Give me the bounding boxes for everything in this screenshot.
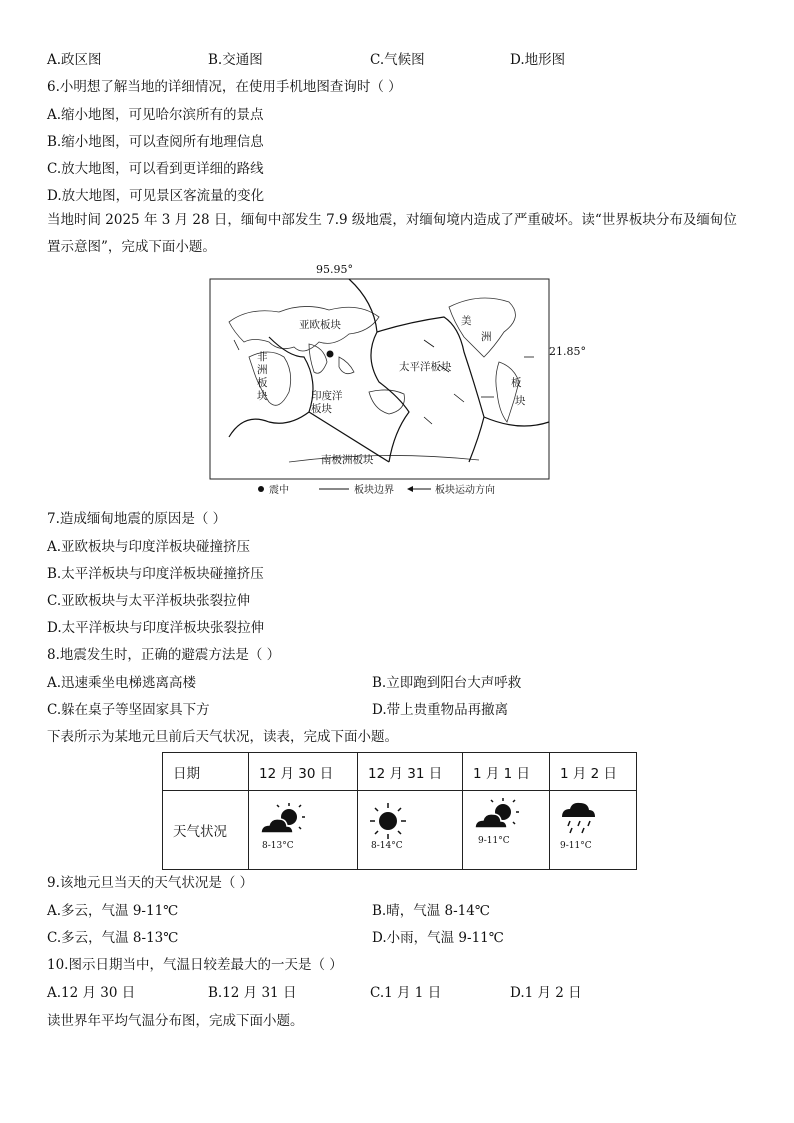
pacific-plate-label: 太平洋板块 — [399, 361, 452, 373]
weather-cell — [550, 791, 636, 869]
q6-option-b: B.缩小地图，可以查阅所有地理信息 — [47, 134, 264, 150]
quake-intro: 当地时间 2025 年 3 月 28 日，缅甸中部发生 7.9 级地震，对缅甸境内造成了严重破坏。读“世界板块分布及缅甸位置示意图”，完成下面小题。 — [47, 212, 737, 255]
q10-option-c: C.1 月 1 日 — [370, 985, 442, 1001]
weather-header: 天气状况 — [163, 791, 249, 870]
antarctic-plate-label: 南极洲板块 — [321, 454, 374, 466]
plate-map — [209, 262, 554, 494]
weather-cell — [249, 791, 357, 869]
q8-option-b: B.立即跑到阳台大声呼救 — [372, 675, 522, 691]
american-plate-label-1: 美 — [461, 315, 472, 327]
map-legend — [258, 483, 495, 494]
temp-label: 8-14°C — [371, 841, 403, 851]
q5-options — [0, 48, 794, 68]
african-plate-label-2: 洲 — [257, 364, 268, 376]
weather-intro: 下表所示为某地元旦前后天气状况，读表，完成下面小题。 — [47, 729, 398, 745]
temp-label: 9-11°C — [478, 836, 510, 846]
q6-option-d: D.放大地图，可见景区客流量的变化 — [47, 188, 265, 204]
q5-option-c: C.气候图 — [370, 52, 425, 68]
weather-table — [162, 752, 637, 870]
q10-options — [0, 981, 794, 1001]
q10-option-b: B.12 月 31 日 — [208, 985, 297, 1001]
q9-option-d: D.小雨，气温 9-11℃ — [372, 930, 504, 946]
q7-option-c: C.亚欧板块与太平洋板块张裂拉伸 — [47, 593, 251, 609]
q7-stem: 7.造成缅甸地震的原因是（ ） — [47, 511, 227, 527]
date-cell: 12 月 30 日 — [249, 753, 358, 791]
weather-cell — [463, 791, 549, 869]
q6-option-a: A.缩小地图，可见哈尔滨所有的景点 — [47, 107, 264, 123]
next-intro: 读世界年平均气温分布图，完成下面小题。 — [47, 1013, 304, 1029]
q5-option-b: B.交通图 — [208, 52, 263, 68]
indian-plate-label-2: 板块 — [311, 403, 332, 415]
q5-option-d: D.地形图 — [510, 52, 566, 68]
q10-option-d: D.1 月 2 日 — [510, 985, 582, 1001]
american-plate-label-2: 洲 — [481, 331, 492, 343]
african-plate-label-4: 块 — [257, 390, 268, 402]
date-cell: 12 月 31 日 — [358, 753, 463, 791]
american-plate-label-4: 块 — [515, 395, 526, 407]
african-plate-label-1: 非 — [257, 351, 268, 363]
rain-icon — [558, 799, 598, 839]
q10-stem: 10.图示日期当中，气温日较差最大的一天是（ ） — [47, 957, 343, 973]
q7-option-d: D.太平洋板块与印度洋板块张裂拉伸 — [47, 620, 265, 636]
map-longitude-label: 95.95° — [316, 263, 353, 276]
american-plate-label-3: 板 — [511, 377, 522, 389]
q8-option-a: A.迅速乘坐电梯逃离高楼 — [47, 675, 197, 691]
q9-stem: 9.该地元旦当天的天气状况是（ ） — [47, 875, 254, 891]
date-cell: 1 月 1 日 — [463, 753, 550, 791]
q5-option-a: A.政区图 — [47, 52, 102, 68]
temp-label: 8-13°C — [262, 841, 294, 851]
legend-epicenter-icon — [258, 486, 264, 492]
date-header: 日期 — [163, 753, 249, 791]
eurasian-plate-label: 亚欧板块 — [299, 319, 341, 331]
q8-option-c: C.躲在桌子等坚固家具下方 — [47, 702, 210, 718]
q9-option-c: C.多云，气温 8-13℃ — [47, 930, 179, 946]
legend-boundary: 板块边界 — [354, 485, 394, 494]
weather-cell — [358, 791, 462, 869]
q6-stem: 6.小明想了解当地的详细情况，在使用手机地图查询时（ ） — [47, 79, 402, 95]
partly-cloudy-icon — [257, 801, 307, 841]
temp-label: 9-11°C — [560, 841, 592, 851]
q10-option-a: A.12 月 30 日 — [47, 985, 136, 1001]
african-plate-label-3: 板 — [257, 377, 268, 389]
legend-direction: 板块运动方向 — [435, 485, 495, 494]
q6-option-c: C.放大地图，可以看到更详细的路线 — [47, 161, 264, 177]
date-cell: 1 月 2 日 — [550, 753, 637, 791]
map-latitude-label: 21.85° — [549, 345, 586, 358]
q7-option-a: A.亚欧板块与印度洋板块碰撞挤压 — [47, 539, 251, 555]
q7-option-b: B.太平洋板块与印度洋板块碰撞挤压 — [47, 566, 264, 582]
sunny-icon — [368, 801, 408, 841]
epicenter-dot — [327, 351, 334, 358]
q8-option-d: D.带上贵重物品再撤离 — [372, 702, 509, 718]
q9-option-b: B.晴，气温 8-14℃ — [372, 903, 490, 919]
q8-stem: 8.地震发生时，正确的避震方法是（ ） — [47, 647, 281, 663]
legend-epicenter: 震中 — [269, 485, 289, 494]
indian-plate-label-1: 印度洋 — [311, 390, 343, 402]
partly-cloudy-icon — [471, 796, 521, 836]
q9-option-a: A.多云，气温 9-11℃ — [47, 903, 179, 919]
